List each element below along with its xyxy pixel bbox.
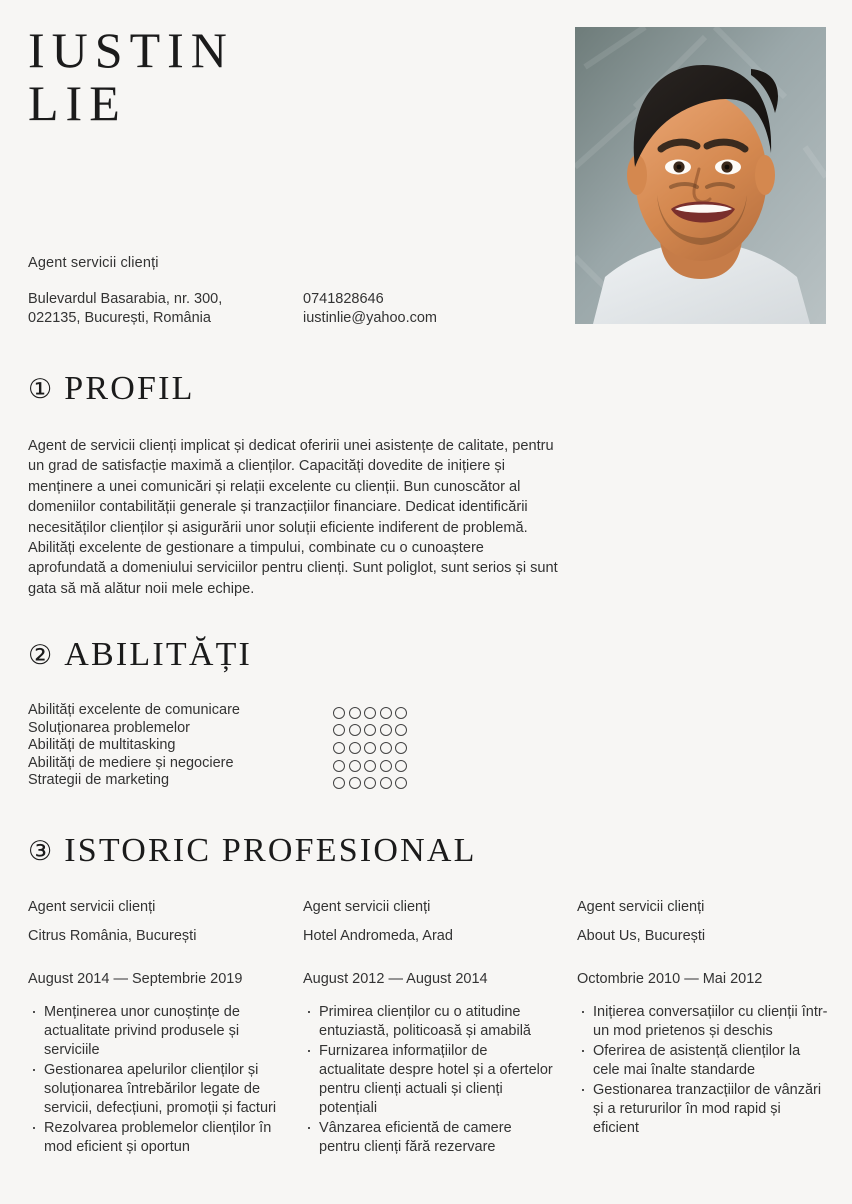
work-history-entry xyxy=(577,898,828,1158)
skill-rating-row xyxy=(333,739,443,757)
job-bullet-item: · Inițierea conversațiilor cu clienții într-un mod prietenos și deschis xyxy=(577,1003,828,1041)
section-title-history: ISTORIC PROFESIONAL xyxy=(64,832,477,869)
job-bullet-item: · Gestionarea tranzacțiilor de vânzări și a retururilor în mod rapid și eficient xyxy=(577,1081,828,1138)
skill-rating-dot xyxy=(333,742,345,754)
job-bullet-item: · Rezolvarea problemelor clienților în mod eficient și oportun xyxy=(28,1119,281,1157)
skill-label: Abilități de mediere și negociere xyxy=(28,754,234,771)
address-line-1: Bulevardul Basarabia, nr. 300, xyxy=(28,291,223,307)
portrait-photo-graphic xyxy=(575,27,826,324)
skill-rating-dot xyxy=(380,742,392,754)
skill-rating-dot xyxy=(395,707,407,719)
section-title-profile: PROFIL xyxy=(64,370,195,407)
skill-rating-dot xyxy=(380,724,392,736)
skill-rating-dot xyxy=(349,742,361,754)
skill-rating-dot xyxy=(380,760,392,772)
profile-body-text: Agent de servicii clienți implicat și dedicat oferirii unei asistențe de calitate, pentru un grad de satisfacție maximă a clienților. Capacități dovedite de inițiere și menținere a unei comunicări și relații excelente cu clienții. Bun cunoscător al domeniilor contabilității generale și tranzacțiilor financiare. Dedicat identificării necesităților clienților și asigurării unor soluții eficiente indiferent de problemă. Abilități excelente de gestionare a timpului, combinate cu o cunoaștere aprofundată a domeniului serviciilor pentru clienți. Sunt poliglot, sunt serios și sunt gata să mă alătur noii mele echipe. xyxy=(28,438,558,597)
job-bullet-item: · Oferirea de asistență clienților la cele mai înalte standarde xyxy=(577,1042,828,1080)
skill-rating-dot xyxy=(333,724,345,736)
job-bullet-item: · Gestionarea apelurilor clienților și soluționarea întrebărilor legate de servicii, defecțiuni, promoții și facturi xyxy=(28,1061,281,1118)
job-bullet-item: · Menținerea unor cunoștințe de actualitate privind produsele și serviciile xyxy=(28,1003,281,1060)
job-bullet-item: · Primirea clienților cu o atitudine entuziastă, politicoasă și amabilă xyxy=(303,1003,555,1041)
job-company: Hotel Andromeda, Arad xyxy=(303,928,453,944)
skill-rating-row xyxy=(333,757,443,775)
job-role: Agent servicii clienți xyxy=(28,899,156,915)
contact-details xyxy=(303,290,563,328)
skill-rating-dot xyxy=(364,707,376,719)
skill-label: Abilități de multitasking xyxy=(28,737,176,754)
skill-rating-dot xyxy=(364,760,376,772)
skill-rating-dot xyxy=(349,724,361,736)
skill-rating-dot xyxy=(380,777,392,789)
skill-rating-dot xyxy=(333,707,345,719)
section-number-icon-1: ① xyxy=(28,373,53,404)
work-history-columns xyxy=(28,898,828,1158)
skill-rating-dot xyxy=(395,760,407,772)
skill-rating-dot xyxy=(380,707,392,719)
job-company: Citrus România, București xyxy=(28,928,197,944)
headline-job-title: Agent servicii clienți xyxy=(28,255,159,271)
contact-block xyxy=(28,290,568,328)
section-number-icon-3: ③ xyxy=(28,835,53,866)
skill-rating-dot xyxy=(333,760,345,772)
resume-header xyxy=(0,0,852,340)
job-bullet-item: · Vânzarea eficientă de camere pentru clienți fără rezervare xyxy=(303,1119,555,1157)
work-history-entry xyxy=(303,898,577,1158)
section-heading-history xyxy=(28,834,477,868)
skill-ratings-column xyxy=(333,702,443,792)
work-history-entry xyxy=(28,898,303,1158)
section-heading-profile xyxy=(28,372,195,406)
skill-label: Strategii de marketing xyxy=(28,772,170,789)
job-dates: August 2012 — August 2014 xyxy=(303,971,488,987)
job-role: Agent servicii clienți xyxy=(577,899,705,915)
skill-rating-row xyxy=(333,704,443,722)
skill-rating-dot xyxy=(364,742,376,754)
skill-label: Abilități excelente de comunicare xyxy=(28,702,240,718)
skill-rating-dot xyxy=(349,777,361,789)
skill-rating-dot xyxy=(395,724,407,736)
phone-number: 0741828646 xyxy=(303,291,384,307)
skill-rating-dot xyxy=(364,724,376,736)
job-role: Agent servicii clienți xyxy=(303,899,431,915)
skill-rating-dot xyxy=(395,777,407,789)
name-last-line: LIE xyxy=(28,75,127,131)
job-bullet-list xyxy=(303,1003,555,1157)
section-title-skills: ABILITĂȚI xyxy=(64,636,253,673)
skill-rating-row xyxy=(333,722,443,740)
job-company: About Us, București xyxy=(577,928,706,944)
skill-rating-dot xyxy=(349,707,361,719)
skill-rating-dot xyxy=(364,777,376,789)
skill-rating-dot xyxy=(349,760,361,772)
job-bullet-list xyxy=(28,1003,281,1157)
skill-labels-column xyxy=(28,702,333,792)
section-heading-skills xyxy=(28,638,252,672)
address-line-2: 022135, București, România xyxy=(28,310,211,326)
name-first-line: IUSTIN xyxy=(28,22,234,78)
email-address: iustinlie@yahoo.com xyxy=(303,310,438,326)
skill-rating-row xyxy=(333,774,443,792)
skill-label: Soluționarea problemelor xyxy=(28,719,191,736)
job-dates: Octombrie 2010 — Mai 2012 xyxy=(577,971,763,987)
candidate-name xyxy=(28,24,548,130)
section-number-icon-2: ② xyxy=(28,639,53,670)
skills-list xyxy=(28,702,448,792)
contact-address xyxy=(28,290,303,328)
job-bullet-item: · Furnizarea informațiilor de actualitate despre hotel și a ofertelor pentru clienți actuali și clienți potențiali xyxy=(303,1042,555,1118)
skill-rating-dot xyxy=(395,742,407,754)
portrait-photo xyxy=(575,27,826,324)
job-bullet-list xyxy=(577,1003,828,1138)
job-dates: August 2014 — Septembrie 2019 xyxy=(28,971,243,987)
skill-rating-dot xyxy=(333,777,345,789)
